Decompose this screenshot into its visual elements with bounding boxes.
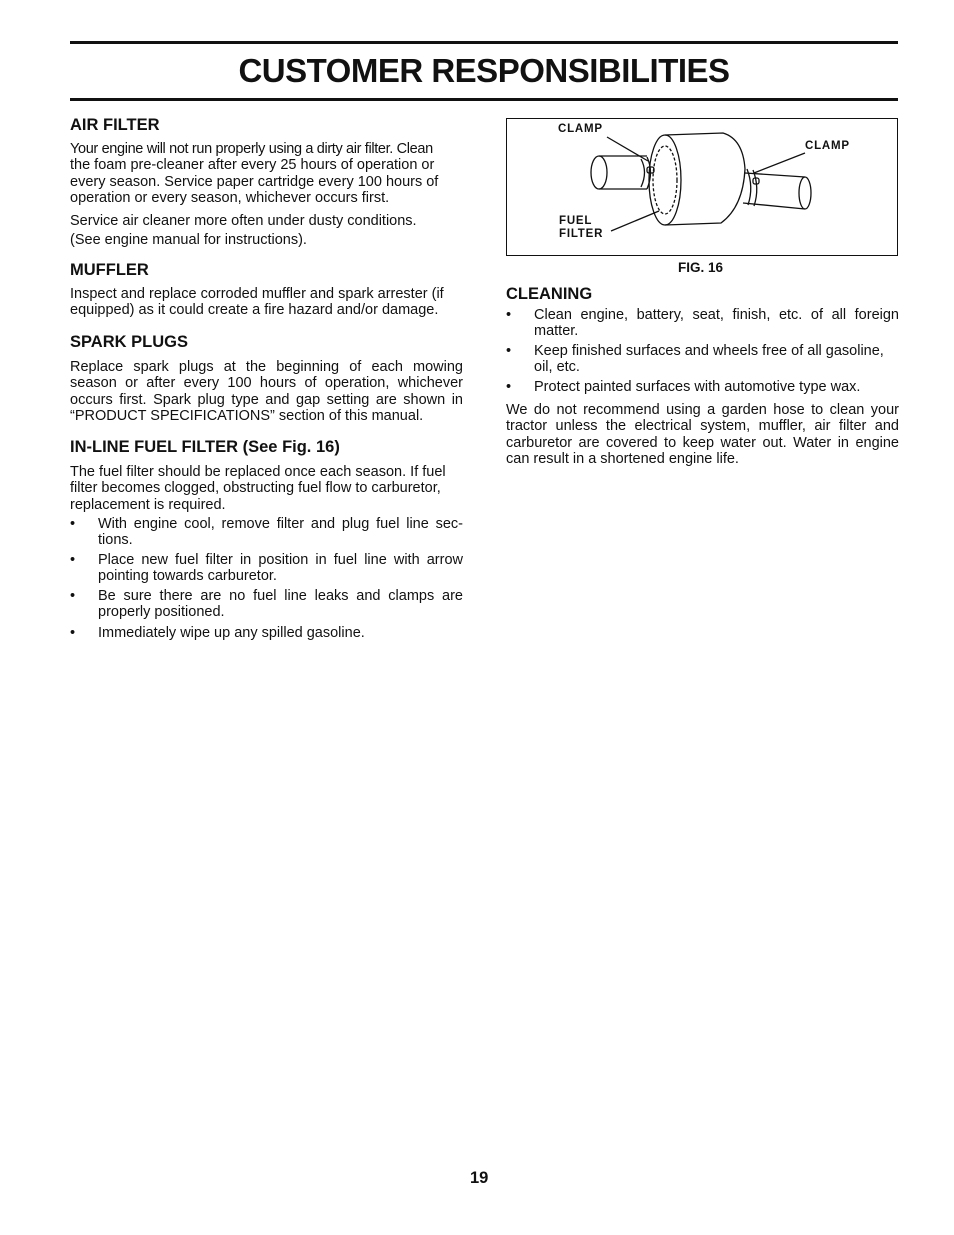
text-line: the foam pre-cleaner after every 25 hours of operation or <box>70 157 435 174</box>
text-line: We do not recommend using a garden hose to clean your <box>506 402 899 418</box>
text-line: Keep finished surfaces and wheels free of all gasoline, <box>534 343 884 359</box>
text-line: replacement is required. <box>70 496 226 513</box>
text-line: pointing towards carburetor. <box>98 568 277 585</box>
text-line: tractor unless the electrical system, muffler, air filter and <box>506 418 899 435</box>
air-filter-paragraph <box>70 141 463 206</box>
text-line: season or after every 100 hours of operation, whichever <box>70 375 463 392</box>
list-item <box>506 343 899 377</box>
text-line: occurs first. Spark plug type and gap setting are shown in <box>70 391 463 408</box>
text-line: Immediately wipe up any spilled gasoline. <box>98 625 365 641</box>
text-line: can result in a shortened engine life. <box>506 450 739 467</box>
text-line: properly positioned. <box>98 604 225 621</box>
list-item <box>70 625 463 643</box>
air-filter-heading: AIR FILTER <box>70 116 160 134</box>
text-line: filter becomes clogged, obstructing fuel flow to carburetor, <box>70 480 441 497</box>
page-title: CUSTOMER RESPONSIBILITIES <box>238 52 730 89</box>
list-item <box>506 379 899 397</box>
spark-plugs-heading: SPARK PLUGS <box>70 333 188 351</box>
air-filter-dusty-note: Service air cleaner more often under dusty conditions. <box>70 213 417 229</box>
text-line: Inspect and replace corroded muffler and spark arrester (if <box>70 286 444 302</box>
bullet-icon: • <box>70 552 76 568</box>
text-line: tions. <box>98 532 133 549</box>
list-item <box>70 588 463 622</box>
text-line: oil, etc. <box>534 359 580 376</box>
text-line: Be sure there are no fuel line leaks and clamps are <box>98 588 463 604</box>
text-line: carburetor are covered to keep water out. Water in engine <box>506 434 899 451</box>
text-line: “PRODUCT SPECIFICATIONS” section of this manual. <box>70 407 424 424</box>
muffler-heading: MUFFLER <box>70 261 149 279</box>
top-rule <box>70 41 898 44</box>
clamp-left-label: CLAMP <box>558 123 603 135</box>
text-line: operation or every season, whichever occurs first. <box>70 189 390 206</box>
fuel-label: FUEL <box>559 215 593 227</box>
bullet-icon: • <box>70 516 76 532</box>
cleaning-heading: CLEANING <box>506 285 593 303</box>
text-line: Place new fuel filter in position in fuel line with arrow <box>98 552 463 568</box>
text-line: Protect painted surfaces with automotive type wax. <box>534 379 861 395</box>
text-line: Your engine will not run properly using a dirty air filter. Clean <box>70 141 433 157</box>
list-item <box>70 552 463 586</box>
text-line: The fuel filter should be replaced once each season. If fuel <box>70 464 446 480</box>
bullet-icon: • <box>70 625 76 641</box>
fuel-filter-heading: IN-LINE FUEL FILTER (See Fig. 16) <box>70 438 340 456</box>
title-bottom-rule <box>70 98 898 101</box>
cleaning-closing-paragraph <box>506 402 899 467</box>
bullet-icon: • <box>506 343 512 359</box>
page-number: 19 <box>470 1169 489 1187</box>
text-line: Replace spark plugs at the beginning of each mowing <box>70 359 463 375</box>
text-line: Clean engine, battery, seat, finish, etc. of all foreign <box>534 307 899 323</box>
filter-label: FILTER <box>559 228 604 240</box>
bullet-icon: • <box>506 379 512 395</box>
spark-plugs-paragraph <box>70 359 463 424</box>
bullet-icon: • <box>506 307 512 323</box>
fuel-filter-intro <box>70 464 463 513</box>
list-item <box>506 307 899 341</box>
muffler-paragraph <box>70 286 463 319</box>
figure-caption: FIG. 16 <box>678 260 724 275</box>
text-line: matter. <box>534 323 579 340</box>
air-filter-manual-note: (See engine manual for instructions). <box>70 232 307 248</box>
text-line: equipped) as it could create a fire hazard and/or damage. <box>70 302 439 319</box>
text-line: every season. Service paper cartridge every 100 hours of <box>70 173 439 190</box>
bullet-icon: • <box>70 588 76 604</box>
clamp-right-label: CLAMP <box>805 140 850 152</box>
text-line: With engine cool, remove filter and plug fuel line sec- <box>98 516 463 532</box>
list-item <box>70 516 463 550</box>
